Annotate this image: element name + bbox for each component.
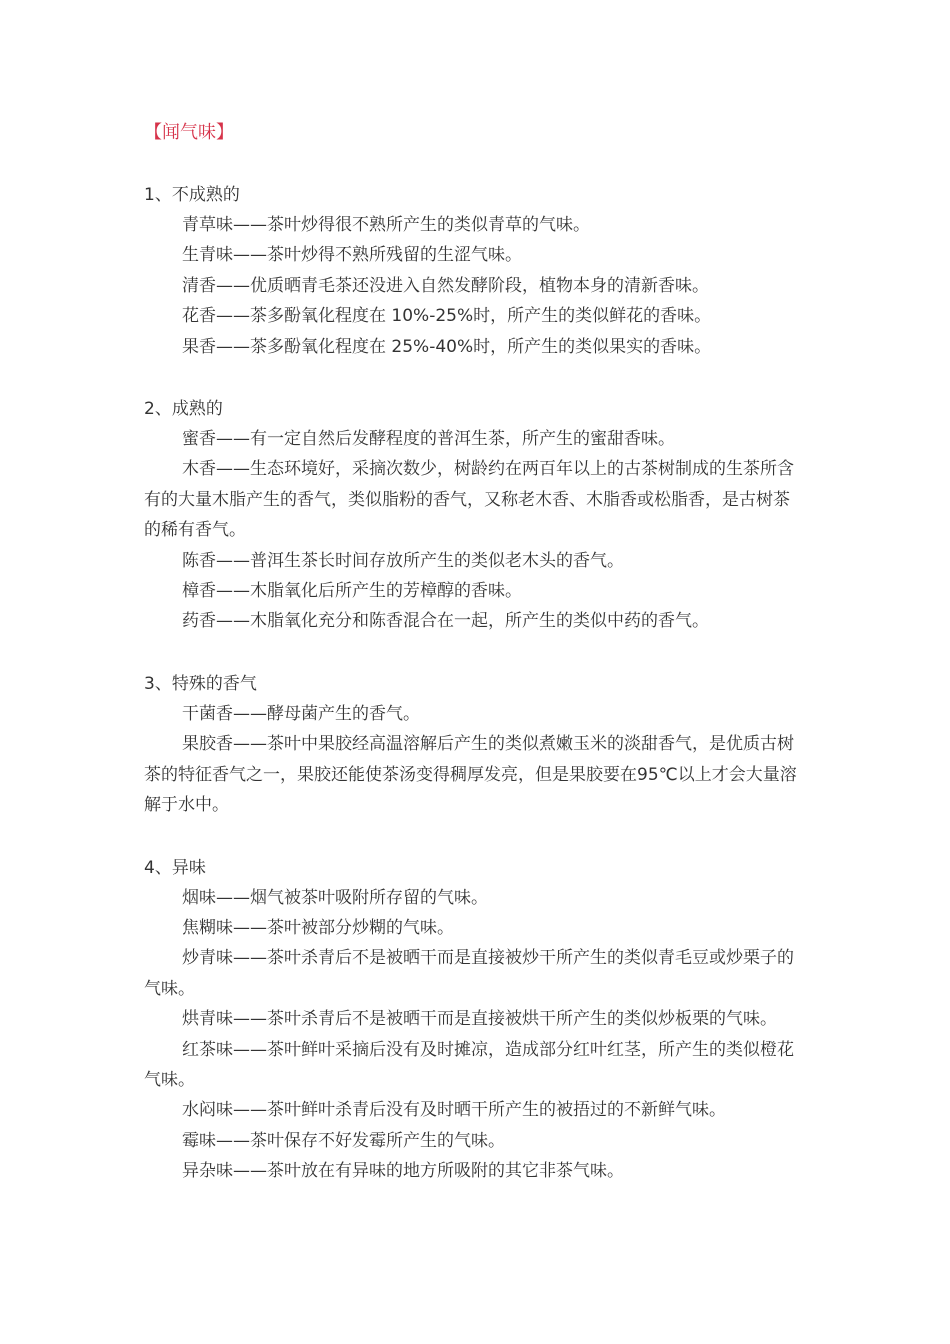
entry-paragraph: 干菌香——酵母菌产生的香气。 xyxy=(182,703,420,724)
entry-paragraph: 木香——生态环境好，采摘次数少，树龄约在两百年以上的古茶树制成的生茶所含有的大量木脂产生的香气，类似脂粉的香气，又称老木香、木脂香或松脂香，是古树茶的稀有香气。 xyxy=(144,459,794,541)
entry-paragraph: 焦糊味——茶叶被部分炒糊的气味。 xyxy=(182,917,454,938)
section-heading: 1、不成熟的 xyxy=(144,185,240,205)
entry-paragraph: 生青味——茶叶炒得不熟所残留的生涩气味。 xyxy=(182,245,522,266)
entry-paragraph: 青草味——茶叶炒得很不熟所产生的类似青草的气味。 xyxy=(182,215,590,235)
entry-paragraph: 花香——茶多酚氧化程度在 10%-25%时，所产生的类似鲜花的香味。 xyxy=(182,306,712,327)
entry-paragraph: 蜜香——有一定自然后发酵程度的普洱生茶，所产生的蜜甜香味。 xyxy=(182,429,675,450)
entry-paragraph: 霉味——茶叶保存不好发霉所产生的气味。 xyxy=(182,1130,505,1151)
entry-paragraph: 异杂味——茶叶放在有异味的地方所吸附的其它非茶气味。 xyxy=(182,1161,624,1182)
entry-paragraph: 炒青味——茶叶杀青后不是被晒干而是直接被炒干所产生的类似青毛豆或炒栗子的气味。 xyxy=(144,948,794,999)
document-body xyxy=(144,118,804,1187)
section-mature xyxy=(144,394,804,637)
entry-paragraph: 果香——茶多酚氧化程度在 25%-40%时，所产生的类似果实的香味。 xyxy=(182,336,712,357)
section-off-flavors xyxy=(144,853,804,1187)
entry-paragraph: 烘青味——茶叶杀青后不是被晒干而是直接被烘干所产生的类似炒板栗的气味。 xyxy=(182,1009,777,1030)
entry-paragraph: 陈香——普洱生茶长时间存放所产生的类似老木头的香气。 xyxy=(182,550,624,571)
entry-paragraph: 水闷味——茶叶鲜叶杀青后没有及时晒干所产生的被捂过的不新鲜气味。 xyxy=(182,1100,726,1121)
section-special-aroma xyxy=(144,669,804,821)
document-title: 【闻气味】 xyxy=(144,122,234,143)
entry-paragraph: 清香——优质晒青毛茶还没进入自然发酵阶段，植物本身的清新香味。 xyxy=(182,275,709,296)
entry-paragraph: 红茶味——茶叶鲜叶采摘后没有及时摊凉，造成部分红叶红茎，所产生的类似橙花气味。 xyxy=(144,1039,794,1090)
section-heading: 3、特殊的香气 xyxy=(144,673,257,694)
entry-paragraph: 药香——木脂氧化充分和陈香混合在一起，所产生的类似中药的香气。 xyxy=(182,611,709,632)
section-immature xyxy=(144,180,804,362)
entry-paragraph: 果胶香——茶叶中果胶经高温溶解后产生的类似煮嫩玉米的淡甜香气，是优质古树茶的特征香气之一，果胶还能使茶汤变得稠厚发亮，但是果胶要在95℃以上才会大量溶解于水中。 xyxy=(144,734,797,816)
entry-paragraph: 烟味——烟气被茶叶吸附所存留的气味。 xyxy=(182,887,488,908)
entry-paragraph: 樟香——木脂氧化后所产生的芳樟醇的香味。 xyxy=(182,581,522,602)
section-heading: 2、成熟的 xyxy=(144,399,223,420)
section-heading: 4、异味 xyxy=(144,857,206,878)
